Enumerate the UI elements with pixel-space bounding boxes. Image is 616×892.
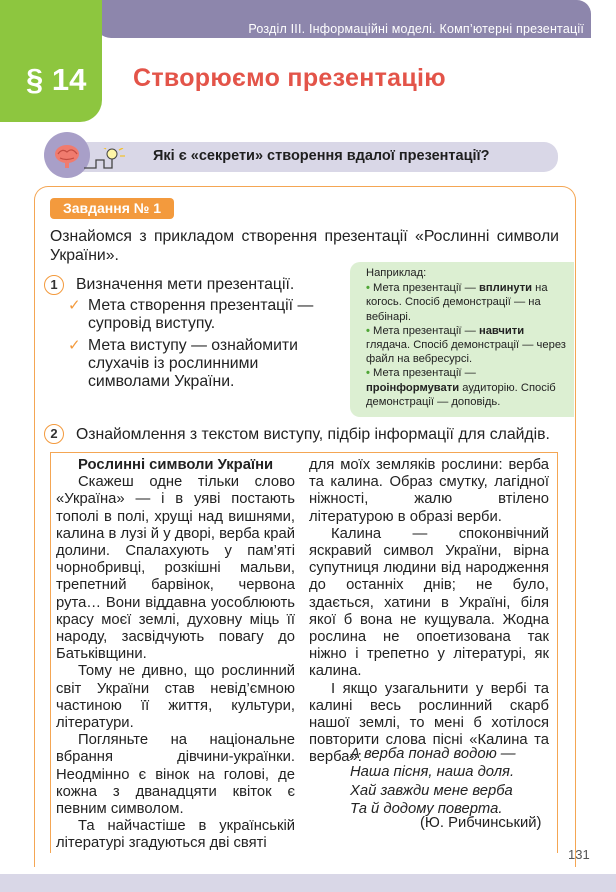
bullet-dot-icon: • bbox=[366, 282, 374, 295]
article-paragraph: Та найчастіше в українській літературі згадуються дві святі bbox=[56, 818, 295, 852]
example-item: • Мета презентації — вплинути на когось. Спосіб демонстрації — на вебінарі. bbox=[366, 282, 548, 323]
example-item: • Мета презентації — проінформувати аудиторію. Спосіб демонстрації — доповідь. bbox=[366, 367, 556, 408]
poem-line: Та й додому поверта. bbox=[350, 801, 503, 818]
check-icon: ✓ bbox=[68, 297, 81, 314]
example-item: • Мета презентації — навчити глядача. Спосіб демонстрації — через файл на вебресурсі. bbox=[366, 324, 566, 366]
article-right-column bbox=[309, 457, 549, 767]
poem-line: Хай завжди мене верба bbox=[350, 782, 513, 799]
poem-line: Наша пісня, наша доля. bbox=[350, 764, 515, 781]
poem-author: (Ю. Рибчинський) bbox=[420, 815, 542, 831]
task-badge: Завдання № 1 bbox=[50, 198, 174, 219]
article-paragraph: Погляньте на національне вбрання дівчини-українки. Неодмінно є вінок на голові, де кожна з дванадцяти квіток є певним символом. bbox=[56, 732, 295, 818]
page-number: 131 bbox=[568, 847, 590, 862]
example-title: Наприклад: bbox=[366, 267, 427, 279]
list-item-text: Мета виступу — ознайомити слухачів із рослинними символами України. bbox=[88, 337, 298, 390]
article-paragraph: для моїх земляків рослини: верба та калина. Образ смутку, лагідної ніжності, жалю втілено літературою в образі верби. bbox=[309, 457, 549, 525]
article-paragraph: І якщо узагальнити у вербі та калині весь рослинний скарб нашої землі, то мені б хотілося повторити слова пісні «Калина та верба»: bbox=[309, 680, 549, 766]
step-number-1: 1 bbox=[44, 275, 64, 295]
bullet-dot-icon: • bbox=[366, 367, 374, 380]
step-title-2: Ознайомлення з текстом виступу, підбір інформації для слайдів. bbox=[76, 426, 550, 443]
poem bbox=[350, 745, 516, 819]
article-left-column bbox=[56, 457, 295, 853]
step-title-1: Визначення мети презентації. bbox=[76, 276, 295, 293]
poem-line: А верба понад водою — bbox=[350, 746, 516, 762]
article-paragraph: Тому не дивно, що рослинний світ України став невід’ємною частиною її життя, культури, літератури. bbox=[56, 663, 295, 732]
list-item-text: Мета створення презентації — супровід виступу. bbox=[88, 297, 314, 332]
question-text: Які є «секрети» створення вдалої презентації? bbox=[153, 148, 490, 164]
section-title: Розділ ІІІ. Інформаційні моделі. Комп’ютерні презентації bbox=[248, 22, 584, 36]
bullet-dot-icon: • bbox=[366, 324, 374, 337]
check-icon: ✓ bbox=[68, 337, 81, 354]
example-content bbox=[366, 266, 568, 409]
footer-bar bbox=[0, 874, 616, 892]
page-title: Створюємо презентацію bbox=[133, 64, 446, 92]
paragraph-badge bbox=[0, 0, 102, 122]
article-heading: Рослинні символи України bbox=[78, 457, 274, 473]
paragraph-number: § 14 bbox=[26, 62, 87, 97]
task-intro: Ознайомся з прикладом створення презентації «Рослинні символи України». bbox=[50, 228, 559, 264]
article-paragraph: Скажеш одне тільки слово «Україна» — і в уяві постають тополі в полі, хрущі над вишнями, калина в лузі й у дворі, верба край долини. Спалахують у пам’яті чорнобривці, розкішні мальви, трепетний барвінок, червона рута… Вони віддавна уособлюють красу моєї землі, духовну міць її народу, засвідчують повагу до Батьківщини. bbox=[56, 474, 295, 663]
lightbulb-icon bbox=[82, 148, 132, 179]
step-number-2: 2 bbox=[44, 424, 64, 444]
article-paragraph: Калина — споконвічний яскравий символ України, вірна супутниця людини від народження до останніх днів; не було, здається, хатини в Україні, біля якої б вона не кущувала. Жодна рослина не опоетизована так ніжно і трепетно у літературі, як калина. bbox=[309, 525, 549, 680]
